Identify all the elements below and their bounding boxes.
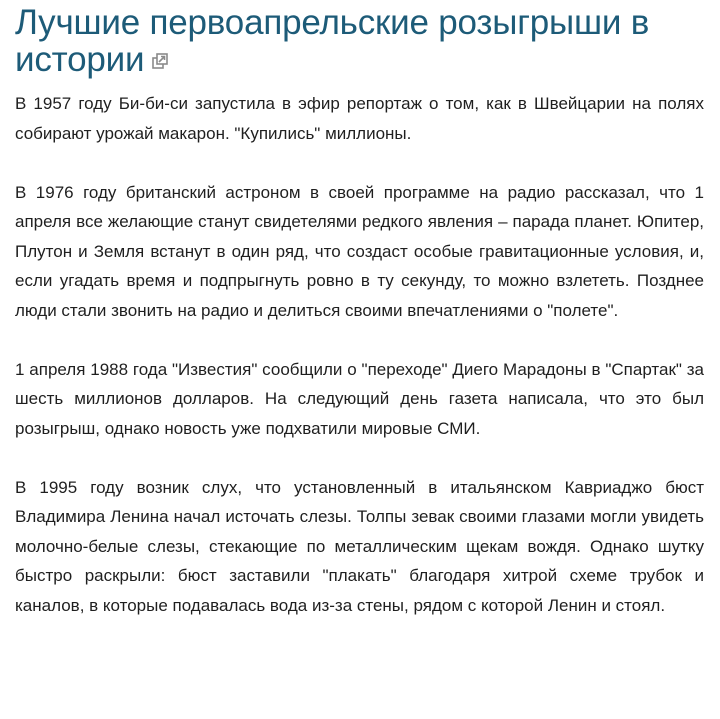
article-paragraph-1: В 1957 году Би-би-си запустила в эфир репортаж о том, как в Швейцарии на полях собирают урожай макарон. "Купились" миллионы. bbox=[15, 94, 704, 143]
article-title bbox=[15, 4, 704, 78]
external-link-icon[interactable] bbox=[152, 53, 168, 69]
article bbox=[15, 0, 704, 620]
article-paragraph-4: В 1995 году возник слух, что установленный в итальянском Кавриаджо бюст Владимира Ленина начал источать слезы. Толпы зевак своими глазами могли увидеть молочно-белые слезы, стекающие по металлическим щекам вождя. Однако шутку быстро раскрыли: бюст заставили "плакать" благодаря хитрой схеме трубок и каналов, в которые подавалась вода из-за стены, рядом с которой Ленин и стоял. bbox=[15, 477, 704, 615]
article-paragraph-3: 1 апреля 1988 года "Известия" сообщили о "переходе" Диего Марадоны в "Спартак" за шесть миллионов долларов. На следующий день газета написала, что это был розыгрыш, однако новость уже подхватили мировые СМИ. bbox=[15, 359, 704, 438]
article-title-text: Лучшие первоапрельские розыгрыши в истории bbox=[15, 3, 650, 79]
article-paragraph-2: В 1976 году британский астроном в своей программе на радио рассказал, что 1 апреля все желающие станут свидетелями редкого явления – парада планет. Юпитер, Плутон и Земля встанут в один ряд, что создаст особые гравитационные условия, и, если угадать время и подпрыгнуть ровно в ту секунду, то можно взлететь. Позднее люди стали звонить на радио и делиться своими впечатлениями о "полете". bbox=[15, 182, 704, 320]
